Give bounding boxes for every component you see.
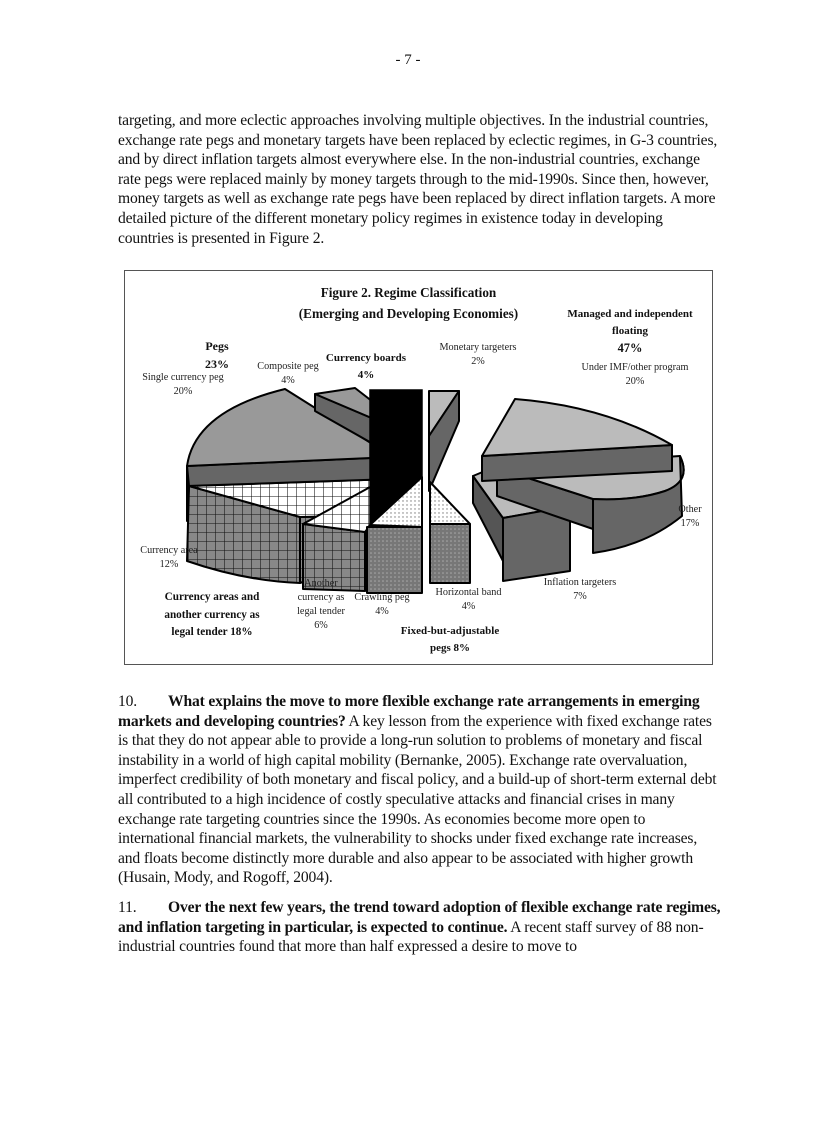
paragraph-body: A key lesson from the experience with fixed exchange rates is that they do not appear able to provide a long-run solution to problems of monetary and fiscal instability in a world of high capital mobility (Bernanke, 2005). Exchange rate overvaluation, imperfect credibility of both monetary and fiscal policy, and a build-up of short-term external debt all contributed to a high incidence of costly speculative attacks and financial crises in many exchange rate targeting countries since the 1990s. As economies become more open to international financial markets, the vulnerability to shocks under fixed exchange rate increases, and floats become distinctly more durable and also appear to be associated with higher growth (Husain, Mody, and Rogoff, 2004). bbox=[118, 712, 717, 887]
paragraph-number: 10. bbox=[118, 693, 138, 710]
label-composite-peg: Composite peg 4% bbox=[257, 361, 319, 386]
paragraph-number: 11. bbox=[118, 899, 137, 916]
label-another-currency: Another currency as legal tender 6% bbox=[297, 578, 345, 631]
label-under-imf: Under IMF/other program 20% bbox=[581, 362, 689, 387]
label-other: Other 17% bbox=[678, 504, 702, 529]
paragraph-10 bbox=[118, 692, 722, 888]
intro-paragraph: targeting, and more eclectic approaches involving multiple objectives. In the industrial countries, exchange rate pegs and monetary targets have been replaced by eclectic regimes, in G-3 countries, and by direct inflation targets almost everywhere else. In the non-industrial countries, exchange rate pegs were replaced mainly by money targets through to the mid-1990s. Since then, however, money targets as well as exchange rate pegs have been replaced by direct inflation targets. A more detailed picture of the different monetary policy regimes in existence today in developing countries is presented in Figure 2. bbox=[118, 112, 718, 247]
label-group-fixed-adjustable: Fixed-but-adjustable pegs 8% bbox=[400, 625, 500, 654]
paragraph-lead: Over the next few years, the trend toward adoption of flexible exchange rate regimes, and inflation targeting in particular, is expected to continue. bbox=[118, 899, 721, 936]
figure-title-line1: Figure 2. Regime Classification bbox=[320, 285, 497, 300]
paragraph-lead: What explains the move to more flexible exchange rate arrangements in emerging markets and developing countries? bbox=[118, 693, 700, 730]
label-single-currency-peg: Single currency peg 20% bbox=[142, 372, 224, 397]
label-crawling-peg: Crawling peg 4% bbox=[354, 592, 410, 617]
label-horizontal-band: Horizontal band 4% bbox=[435, 587, 502, 612]
page-number: - 7 - bbox=[395, 52, 421, 68]
label-currency-area: Currency area 12% bbox=[140, 545, 198, 570]
figure-title-line2: (Emerging and Developing Economies) bbox=[298, 306, 519, 321]
label-group-managed-floating: Managed and independent floating 47% bbox=[567, 308, 693, 355]
figure-2-regime-classification bbox=[124, 270, 713, 665]
slice-horizontal-band bbox=[430, 482, 470, 583]
slice-under-imf bbox=[482, 399, 672, 481]
slice-monetary-targeters bbox=[429, 391, 459, 491]
label-inflation-targeters: Inflation targeters 7% bbox=[543, 577, 617, 602]
label-group-currency-boards: Currency boards 4% bbox=[325, 352, 407, 381]
label-group-pegs: Pegs 23% bbox=[205, 339, 229, 371]
label-group-currency-areas: Currency areas and another currency as legal tender 18% bbox=[164, 591, 260, 638]
paragraph-11 bbox=[118, 898, 722, 957]
paragraph-body: A recent staff survey of 88 non-industrial countries found that more than half expressed a desire to move to bbox=[118, 918, 704, 956]
label-monetary-targeters: Monetary targeters 2% bbox=[439, 342, 517, 367]
